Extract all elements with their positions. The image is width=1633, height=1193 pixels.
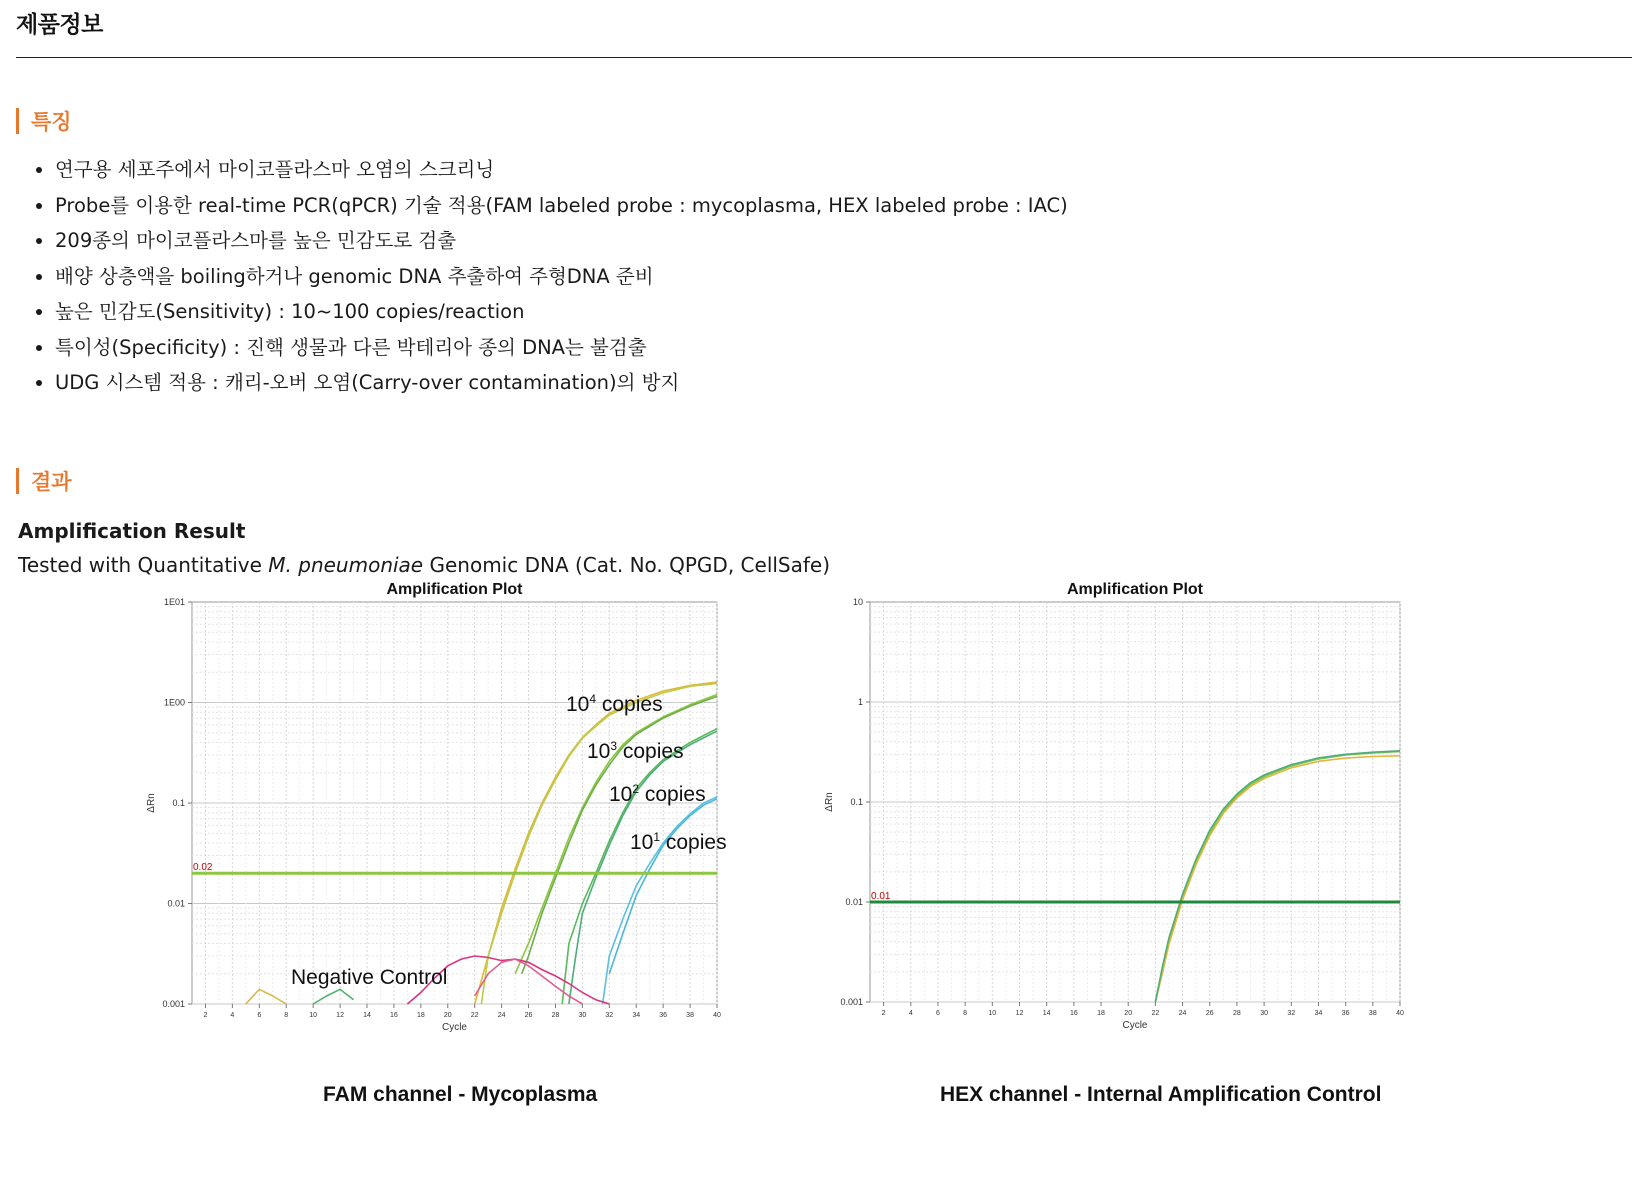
tested-prefix: Tested with Quantitative [18, 553, 269, 577]
x-tick-label: 2 [203, 1012, 208, 1019]
fam-chart-caption: FAM channel - Mycoplasma [323, 1083, 598, 1106]
x-tick-label: 24 [1178, 1010, 1187, 1017]
x-tick-label: 36 [1341, 1010, 1350, 1017]
x-tick-label: 8 [963, 1010, 968, 1017]
annotation-base: 10 [587, 740, 611, 763]
x-tick-label: 16 [1069, 1010, 1078, 1017]
x-tick-label: 12 [1015, 1010, 1024, 1017]
annotation-label: Negative Control [291, 966, 448, 989]
results-section-title: 결과 [31, 470, 72, 494]
annotation-exponent: 1 [653, 830, 661, 844]
x-tick-label: 20 [443, 1012, 452, 1019]
x-tick-label: 30 [1260, 1010, 1269, 1017]
x-tick-label: 26 [1205, 1010, 1214, 1017]
fam-amplification-chart [145, 581, 745, 1042]
list-item: • 연구용 세포주에서 마이코플라스마 오염의 스크리닝 [55, 152, 1068, 188]
annotation-exponent: 2 [632, 782, 640, 796]
annotation-base: 10 [566, 693, 590, 716]
annotation-text: copies [596, 693, 663, 716]
x-tick-label: 34 [632, 1012, 641, 1019]
y-tick-label: 0.001 [840, 997, 863, 1007]
hex-chart-caption: HEX channel - Internal Amplification Control [940, 1083, 1382, 1106]
tested-with-text [18, 553, 830, 577]
x-tick-label: 22 [470, 1012, 479, 1019]
results-section-header [16, 466, 72, 496]
x-tick-label: 14 [1042, 1010, 1051, 1017]
list-item: • 높은 민감도(Sensitivity) : 10~100 copies/reaction [55, 294, 1068, 330]
x-axis-label: Cycle [1122, 1020, 1148, 1031]
x-tick-label: 18 [1097, 1010, 1105, 1017]
annotation-exponent: 3 [610, 739, 618, 753]
x-tick-label: 36 [659, 1012, 668, 1019]
threshold-label: 0.02 [193, 862, 213, 874]
annotation-text: copies [639, 783, 706, 806]
y-tick-label: 1 [857, 697, 863, 707]
x-tick-label: 6 [257, 1012, 262, 1019]
y-tick-label: 0.001 [162, 999, 185, 1009]
annotation-label [566, 692, 663, 716]
x-tick-label: 6 [935, 1010, 940, 1017]
list-item: • 특이성(Specificity) : 진핵 생물과 다른 박테리아 종의 DNA는 불검출 [55, 330, 1068, 366]
x-tick-label: 10 [309, 1012, 318, 1019]
x-tick-label: 40 [713, 1012, 721, 1019]
y-tick-label: 0.1 [850, 797, 863, 807]
list-item: • UDG 시스템 적용 : 캐리-오버 오염(Carry-over contamination)의 방지 [55, 365, 1068, 401]
annotation-text: copies [660, 831, 727, 854]
list-item: • 209종의 마이코플라스마를 높은 민감도로 검출 [55, 223, 1068, 259]
x-tick-label: 38 [686, 1012, 694, 1019]
x-tick-label: 8 [284, 1012, 289, 1019]
tested-species: M. pneumoniae [268, 553, 424, 577]
x-tick-label: 40 [1396, 1010, 1404, 1017]
x-tick-label: 2 [881, 1010, 886, 1017]
page-title: 제품정보 [16, 12, 103, 38]
y-axis-label: ΔRn [824, 792, 835, 812]
x-tick-label: 34 [1314, 1010, 1323, 1017]
section-accent-bar [16, 108, 19, 134]
features-section-header [16, 106, 72, 136]
y-tick-label: 1E00 [163, 697, 185, 708]
hex-amplification-chart [824, 581, 1420, 1040]
x-tick-label: 18 [416, 1012, 425, 1019]
x-tick-label: 28 [1233, 1010, 1241, 1017]
annotation-exponent: 4 [589, 692, 597, 706]
annotation-label [630, 830, 727, 854]
x-tick-label: 26 [524, 1012, 533, 1019]
y-tick-label: 0.01 [167, 898, 185, 909]
amplification-plot-svg [824, 581, 1420, 1036]
x-tick-label: 22 [1151, 1010, 1160, 1017]
x-tick-label: 28 [551, 1012, 560, 1019]
annotation-base: 10 [609, 783, 633, 806]
y-tick-label: 0.1 [172, 798, 185, 808]
y-tick-label: 0.01 [845, 897, 863, 907]
x-tick-label: 24 [497, 1012, 506, 1019]
section-accent-bar [16, 468, 19, 494]
x-tick-label: 14 [363, 1012, 371, 1019]
annotation-label [587, 739, 684, 763]
x-tick-label: 30 [578, 1012, 587, 1019]
x-tick-label: 10 [988, 1010, 997, 1017]
x-tick-label: 12 [336, 1012, 344, 1019]
features-list [33, 152, 1068, 401]
x-tick-label: 38 [1368, 1010, 1377, 1017]
y-tick-label: 10 [852, 597, 863, 607]
x-tick-label: 4 [230, 1012, 235, 1019]
chart-title: Amplification Plot [1067, 581, 1203, 598]
tested-suffix: Genomic DNA (Cat. No. QPGD, CellSafe) [423, 553, 831, 577]
x-tick-label: 4 [908, 1010, 913, 1017]
list-item: • Probe를 이용한 real-time PCR(qPCR) 기술 적용(FAM labeled probe : mycoplasma, HEX labeled probe : IAC) [55, 188, 1068, 224]
list-item: • 배양 상층액을 boiling하거나 genomic DNA 추출하여 주형DNA 준비 [55, 259, 1068, 295]
x-tick-label: 16 [390, 1012, 398, 1019]
title-divider [16, 57, 1632, 58]
features-section-title: 특징 [31, 110, 72, 134]
x-tick-label: 20 [1124, 1010, 1133, 1017]
annotation-base: 10 [630, 831, 654, 854]
amplification-plot-svg [145, 581, 745, 1038]
x-axis-label: Cycle [441, 1022, 468, 1033]
threshold-label: 0.01 [871, 891, 891, 902]
x-tick-label: 32 [1287, 1010, 1296, 1017]
annotation-label [609, 782, 706, 806]
results-subtitle: Amplification Result [18, 519, 246, 543]
chart-title: Amplification Plot [386, 581, 523, 598]
x-tick-label: 32 [605, 1012, 614, 1019]
annotation-text: copies [617, 740, 684, 763]
y-tick-label: 1E01 [163, 597, 185, 607]
y-axis-label: ΔRn [146, 793, 157, 813]
